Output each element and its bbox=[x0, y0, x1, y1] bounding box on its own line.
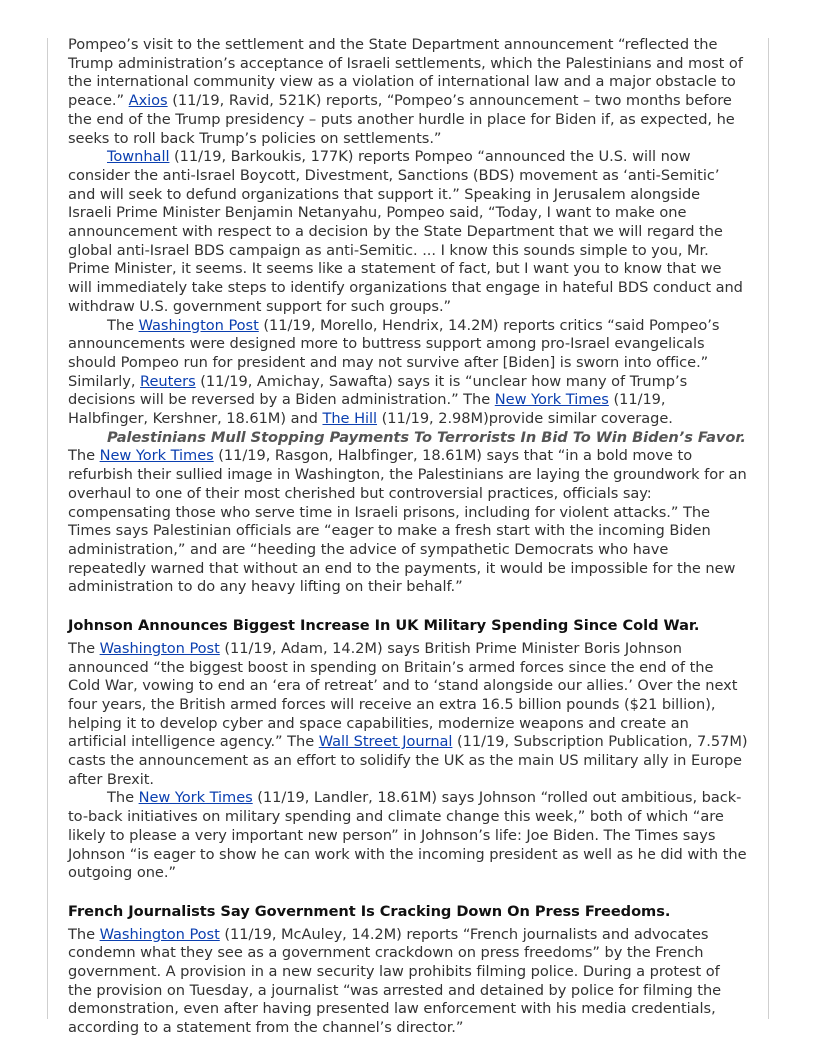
link-washington-post[interactable]: Washington Post bbox=[138, 316, 259, 334]
link-new-york-times[interactable]: New York Times bbox=[99, 447, 214, 465]
link-reuters[interactable]: Reuters bbox=[140, 372, 196, 390]
paragraph-palestinians: Palestinians Mull Stopping Payments To Terrorists In Bid To Win Biden’s Favor. The New York Times (11/19, Rasgon, Halbfinger, 18.61M) says that “in a bold move to refurbish their sullied image in Washington, the Palestinians are laying the groundwork for an overhaul to one of their most cherished but controversial practices, officials say: compensating those who serve time in Israeli prisons, including for violent attacks.” The Times says Palestinian officials are “eager to make a fresh start with the incoming Biden administration,” and are “heeding the advice of sympathetic Democrats who have repeatedly warned that without an end to the payments, it would be impossible for the new administration to do any heavy lifting on their behalf.” bbox=[68, 428, 747, 596]
headline-french-journalists: French Journalists Say Government Is Cracking Down On Press Freedoms. bbox=[68, 902, 671, 920]
paragraph-french-wapo: The Washington Post (11/19, McAuley, 14.2M) reports “French journalists and advocates condemn what they see as a government crackdown on press freedoms” by the French government. A provision in a new security law prohibits filming police. During a protest of the provision on Tuesday, a journalist “was arrested and detained by police for filming the demonstration, even after having presented law enforcement with his media credentials, according to a statement from the channel’s director.” bbox=[68, 925, 722, 1037]
link-washington-post[interactable]: Washington Post bbox=[99, 639, 220, 657]
subheading-palestinians: Palestinians Mull Stopping Payments To Terrorists In Bid To Win Biden’s Favor. bbox=[107, 428, 746, 446]
left-border-line bbox=[47, 38, 48, 1019]
paragraph-townhall-bds: Townhall (11/19, Barkoukis, 177K) reports Pompeo “announced the U.S. will now consider the anti-Israel Boycott, Divestment, Sanctions (BDS) movement as ‘anti-Semitic’ and will seek to defund organizations that support it.” Speaking in Jerusalem alongside Israeli Prime Minister Benjamin Netanyahu, Pompeo said, “Today, I want to make one announcement with respect to a decision by the State Department that we will regard the global anti-Israel BDS campaign as anti-Semitic. ... I know this sounds simple to you, Mr. Prime Minister, it seems. It seems like a statement of fact, but I want you to know that we will immediately take steps to identify organizations that engage in hateful BDS conduct and withdraw U.S. government support for such groups.” bbox=[68, 148, 743, 315]
right-border-line bbox=[768, 38, 769, 1019]
link-washington-post[interactable]: Washington Post bbox=[99, 925, 220, 943]
paragraph-johnson-wapo: The Washington Post (11/19, Adam, 14.2M) says British Prime Minister Boris Johnson announced “the biggest boost in spending on Britain’s armed forces since the end of the Cold War, vowing to end an ‘era of retreat’ and to ‘stand alongside our allies.’ Over the next four years, the British armed forces will receive an extra 16.5 billion pounds ($21 billion), helping it to develop cyber and space capabilities, modernize weapons and create an artificial intelligence agency.” The Wall Street Journal (11/19, Subscription Publication, 7.57M) casts the announcement as an effort to solidify the UK as the main US military ally in Europe after Brexit. bbox=[68, 639, 748, 788]
paragraph-critics: The Washington Post (11/19, Morello, Hendrix, 14.2M) reports critics “said Pompeo’s announcements were designed more to buttress support among pro-Israel evangelicals should Pompeo run for president and may not survive after [Biden] is sworn into office.” Similarly, Reuters (11/19, Amichay, Sawafta) says it is “unclear how many of Trump’s decisions will be reversed by a Biden administration.” The New York Times (11/19, Halbfinger, Kershner, 18.61M) and The Hill (11/19, 2.98M)provide similar coverage. bbox=[68, 316, 720, 428]
link-the-hill[interactable]: The Hill bbox=[322, 410, 378, 428]
link-townhall[interactable]: Townhall bbox=[107, 148, 170, 166]
paragraph-johnson-nyt: The New York Times (11/19, Landler, 18.61M) says Johnson “rolled out ambitious, back-to-back initiatives on military spending and climate change this week,” both of which “are likely to please a very important new person” in Johnson’s life: Joe Biden. The Times says Johnson “is eager to show he can work with the incoming president as well as he did with the outgoing one.” bbox=[68, 789, 747, 882]
link-axios[interactable]: Axios bbox=[128, 92, 168, 110]
link-new-york-times[interactable]: New York Times bbox=[494, 391, 609, 409]
paragraph-pompeo-settlement: Pompeo’s visit to the settlement and the State Department announcement “reflected the Trump administration’s acceptance of Israeli settlements, which the Palestinians and most of the international community view as a violation of international law and a major obstacle to peace.” Axios (11/19, Ravid, 521K) reports, “Pompeo’s announcement – two months before the end of the Trump presidency – puts another hurdle in place for Biden if, as expected, he seeks to roll back Trump’s policies on settlements.” bbox=[68, 36, 743, 147]
link-wall-street-journal[interactable]: Wall Street Journal bbox=[318, 733, 453, 751]
document-body bbox=[68, 36, 748, 1038]
headline-johnson-military: Johnson Announces Biggest Increase In UK Military Spending Since Cold War. bbox=[68, 617, 700, 635]
link-new-york-times[interactable]: New York Times bbox=[138, 789, 253, 807]
